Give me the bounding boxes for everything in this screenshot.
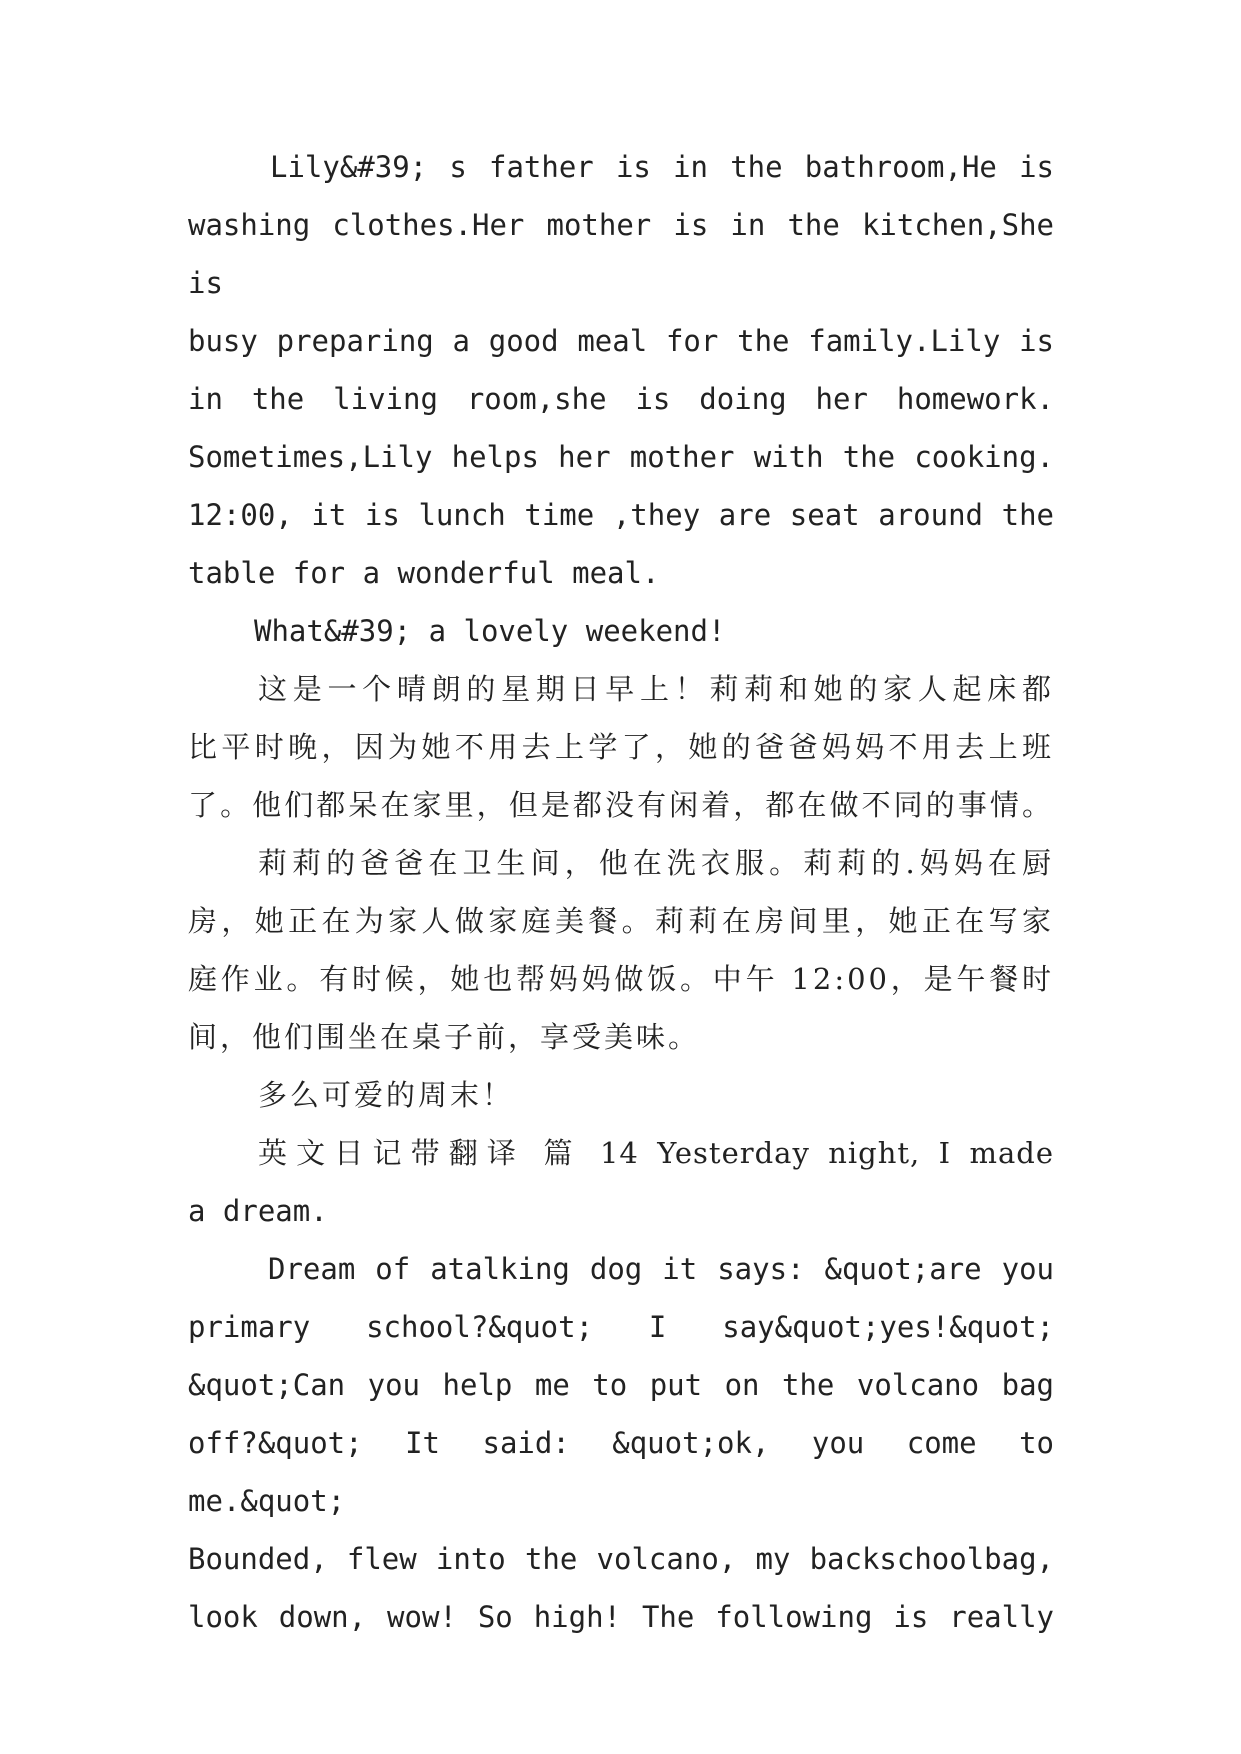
text-line: table for a wonderful meal. <box>188 556 660 590</box>
text-line: look down, wow! So high! The following is really <box>188 1600 1054 1634</box>
text-line: &quot;Can you help me to put on the volcano bag <box>188 1368 1054 1402</box>
text-line: 庭作业。有时候，她也帮妈妈做饭。中午 12:00，是午餐时 <box>188 962 1054 996</box>
text-line: 英文日记带翻译 篇 14 Yesterday night, I made <box>258 1136 1054 1170</box>
text-line: 房，她正在为家人做家庭美餐。莉莉在房间里，她正在写家 <box>188 904 1054 938</box>
text-line: Sometimes,Lily helps her mother with the cooking. <box>188 440 1054 474</box>
text-line: primary school?&quot; I say&quot;yes!&quot; <box>188 1310 1054 1344</box>
paragraph-english-2 <box>188 602 1054 660</box>
text-line: 比平时晚，因为她不用去上学了，她的爸爸妈妈不用去上班 <box>188 730 1054 764</box>
text-line: Bounded, flew into the volcano, my backschoolbag, <box>188 1542 1054 1576</box>
text-line: 这是一个晴朗的星期日早上！莉莉和她的家人起床都 <box>258 672 1054 706</box>
text-line: busy preparing a good meal for the family.Lily is <box>188 324 1054 358</box>
text-line: 莉莉的爸爸在卫生间，他在洗衣服。莉莉的.妈妈在厨 <box>258 846 1054 880</box>
text-line: 了。他们都呆在家里，但是都没有闲着，都在做不同的事情。 <box>188 788 1054 822</box>
paragraph-chinese-3 <box>188 1066 1054 1124</box>
paragraph-heading-entry <box>188 1124 1054 1240</box>
paragraph-english-3 <box>188 1240 1054 1646</box>
paragraph-english-1 <box>188 138 1054 602</box>
text-line: 12:00, it is lunch time ,they are seat around the <box>188 498 1054 532</box>
text-line: 多么可爱的周末！ <box>258 1078 515 1112</box>
text-line: What&#39; a lovely weekend! <box>254 614 726 648</box>
paragraph-chinese-1 <box>188 660 1054 834</box>
text-line: Lily&#39; s father is in the bathroom,He is <box>270 150 1054 184</box>
document-body <box>188 138 1054 1646</box>
text-line: a dream. <box>188 1194 328 1228</box>
paragraph-chinese-2 <box>188 834 1054 1066</box>
text-line: off?&quot; It said: &quot;ok, you come to me.&quot; <box>188 1426 1054 1518</box>
text-line: in the living room,she is doing her homework. <box>188 382 1054 416</box>
text-line: Dream of atalking dog it says: &quot;are you <box>268 1252 1054 1286</box>
text-line: washing clothes.Her mother is in the kitchen,She is <box>188 208 1054 300</box>
text-line: 间，他们围坐在桌子前，享受美味。 <box>188 1020 701 1054</box>
